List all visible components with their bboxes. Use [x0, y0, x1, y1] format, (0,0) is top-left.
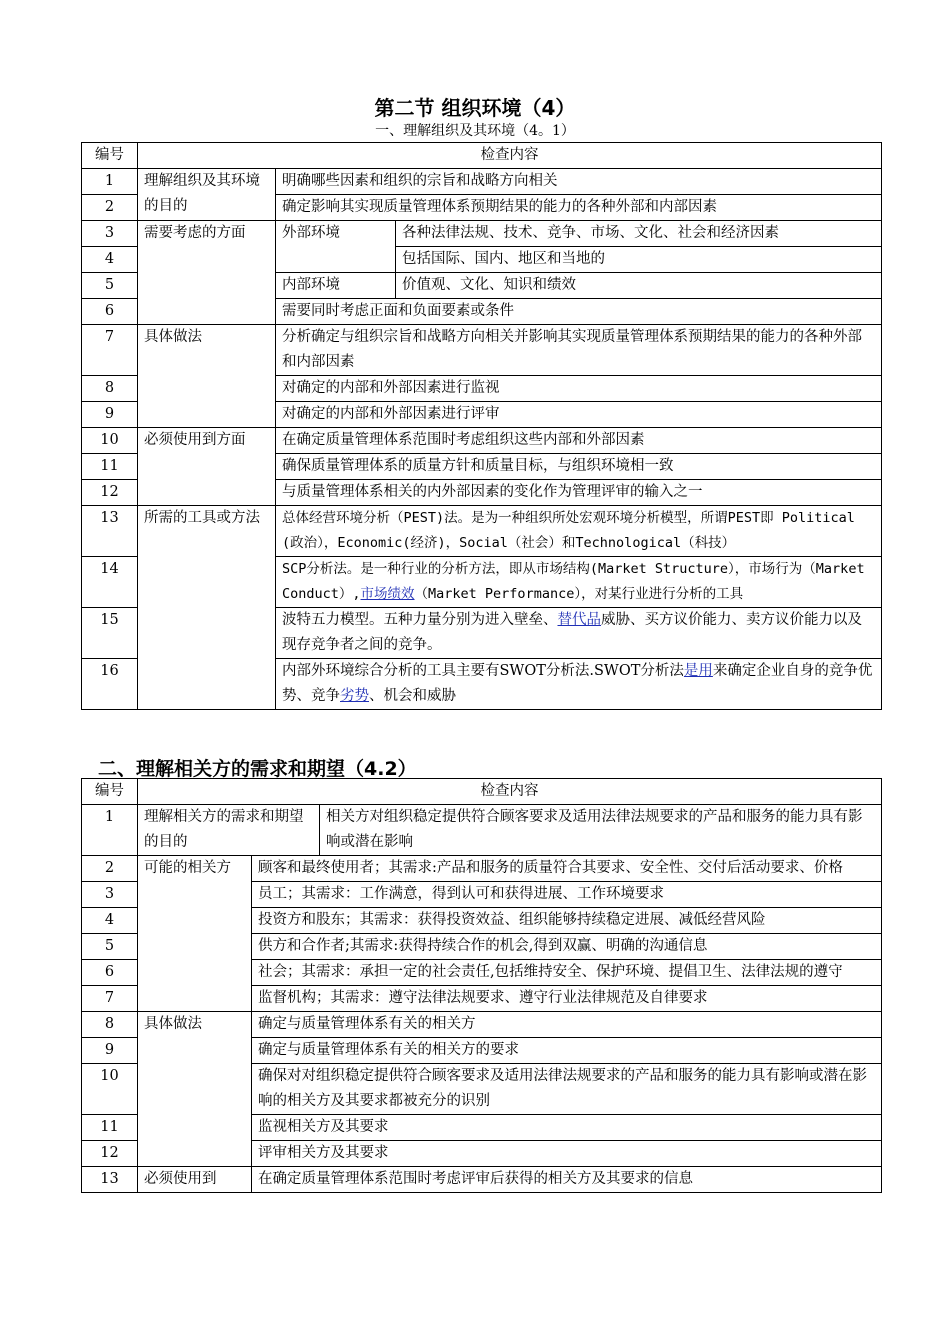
- row-num: 5: [82, 934, 138, 960]
- page-title: 第二节 组织环境（4）: [374, 96, 576, 120]
- row-content: 在确定质量管理体系范围时考虑评审后获得的相关方及其要求的信息: [252, 1167, 882, 1193]
- weakness-link[interactable]: 劣势: [340, 688, 369, 704]
- row-category: 具体做法: [138, 1012, 252, 1167]
- row-num: 5: [82, 273, 138, 299]
- row-num: 6: [82, 960, 138, 986]
- col-header-num: 编号: [82, 143, 138, 169]
- row-num: 13: [82, 506, 138, 557]
- table-row: [82, 1167, 882, 1193]
- row-subcategory: 外部环境: [276, 221, 396, 273]
- row-num: 3: [82, 882, 138, 908]
- row-content: 总体经营环境分析（PEST)法。是为一种组织所处宏观环境分析模型，所谓PEST即 Political(政治），Economic(经济)，Social（社会）和Technological（科技）: [276, 506, 882, 557]
- row-num: 11: [82, 1115, 138, 1141]
- row-content: 社会；其需求：承担一定的社会责任,包括维持安全、保护环境、提倡卫生、法律法规的遵守: [252, 960, 882, 986]
- row-content: 对确定的内部和外部因素进行评审: [276, 402, 882, 428]
- row-num: 9: [82, 1038, 138, 1064]
- row-category: 具体做法: [138, 325, 276, 428]
- row-category: 可能的相关方: [138, 856, 252, 1012]
- table-row: [82, 506, 882, 557]
- row-num: 7: [82, 986, 138, 1012]
- row-num: 13: [82, 1167, 138, 1193]
- row-num: 8: [82, 1012, 138, 1038]
- row-num: 9: [82, 402, 138, 428]
- row-content: 价值观、文化、知识和绩效: [396, 273, 882, 299]
- table-row: [82, 428, 882, 454]
- row-content: 需要同时考虑正面和负面要素或条件: [276, 299, 882, 325]
- section2-table: [81, 778, 882, 1193]
- row-content: 确保质量管理体系的质量方针和质量目标，与组织环境相一致: [276, 454, 882, 480]
- section1-table: [81, 142, 882, 710]
- row-category: 所需的工具或方法: [138, 506, 276, 710]
- content-text: 波特五力模型。五种力量分别为进入壁垒、: [282, 612, 558, 628]
- col-header-content: 检查内容: [138, 779, 882, 805]
- row-num: 11: [82, 454, 138, 480]
- content-text: 威胁、买方议价能力、卖方议价能力以及现存竞争者之间的竞争。: [282, 612, 862, 653]
- row-num: 14: [82, 557, 138, 608]
- row-num: 16: [82, 659, 138, 710]
- row-num: 12: [82, 480, 138, 506]
- table-header-row: [82, 779, 882, 805]
- col-header-content: 检查内容: [138, 143, 882, 169]
- row-num: 2: [82, 856, 138, 882]
- row-content: 监视相关方及其要求: [252, 1115, 882, 1141]
- content-text: 、机会和威胁: [369, 688, 456, 704]
- row-content: 投资方和股东；其需求：获得投资效益、组织能够持续稳定进展、减低经营风险: [252, 908, 882, 934]
- row-num: 4: [82, 908, 138, 934]
- row-content: 供方和合作者;其需求:获得持续合作的机会,得到双赢、明确的沟通信息: [252, 934, 882, 960]
- row-content: 与质量管理体系相关的内外部因素的变化作为管理评审的输入之一: [276, 480, 882, 506]
- table-row: [82, 221, 882, 247]
- table-header-row: [82, 143, 882, 169]
- row-category: 理解相关方的需求和期望的目的: [138, 805, 320, 856]
- row-num: 1: [82, 169, 138, 195]
- row-content: 确定与质量管理体系有关的相关方的要求: [252, 1038, 882, 1064]
- section1-subtitle: 一、理解组织及其环境（4。1）: [375, 123, 575, 139]
- row-subcategory: 内部环境: [276, 273, 396, 299]
- row-category: 理解组织及其环境的目的: [138, 169, 276, 221]
- content-text: 来确定企业自身的竞争优势、竞争: [282, 663, 873, 704]
- row-content: 对确定的内部和外部因素进行监视: [276, 376, 882, 402]
- content-text: 内部外环境综合分析的工具主要有SWOT分析法.SWOT分析法: [282, 663, 684, 679]
- section2-heading: 二、理解相关方的需求和期望（4.2）: [98, 758, 417, 780]
- row-content: 在确定质量管理体系范围时考虑组织这些内部和外部因素: [276, 428, 882, 454]
- row-num: 2: [82, 195, 138, 221]
- row-category: 需要考虑的方面: [138, 221, 276, 325]
- row-content: 确定影响其实现质量管理体系预期结果的能力的各种外部和内部因素: [276, 195, 882, 221]
- row-num: 10: [82, 1064, 138, 1115]
- row-content: 监督机构；其需求：遵守法律法规要求、遵守行业法律规范及自律要求: [252, 986, 882, 1012]
- row-content: 员工；其需求：工作满意，得到认可和获得进展、工作环境要求: [252, 882, 882, 908]
- row-content: [276, 557, 882, 608]
- row-num: 4: [82, 247, 138, 273]
- table-row: [82, 1012, 882, 1038]
- table-row: [82, 169, 882, 195]
- row-content: 顾客和最终使用者；其需求:产品和服务的质量符合其要求、安全性、交付后活动要求、价格: [252, 856, 882, 882]
- row-content: 确定与质量管理体系有关的相关方: [252, 1012, 882, 1038]
- row-num: 15: [82, 608, 138, 659]
- row-content: 明确哪些因素和组织的宗旨和战略方向相关: [276, 169, 882, 195]
- row-content: 评审相关方及其要求: [252, 1141, 882, 1167]
- row-content: [276, 608, 882, 659]
- row-num: 8: [82, 376, 138, 402]
- table-row: [82, 805, 882, 856]
- row-num: 1: [82, 805, 138, 856]
- row-content: 各种法律法规、技术、竞争、市场、文化、社会和经济因素: [396, 221, 882, 247]
- table-row: [82, 325, 882, 376]
- substitutes-link[interactable]: 替代品: [557, 612, 601, 628]
- row-category: 必须使用到方面: [138, 428, 276, 506]
- content-text: （Market Performance），对某行业进行分析的工具: [414, 586, 744, 602]
- row-num: 7: [82, 325, 138, 376]
- row-content: 相关方对组织稳定提供符合顾客要求及适用法律法规要求的产品和服务的能力具有影响或潜在影响: [320, 805, 882, 856]
- col-header-num: 编号: [82, 779, 138, 805]
- table-row: [82, 856, 882, 882]
- row-content: 包括国际、国内、地区和当地的: [396, 247, 882, 273]
- content-text: SCP分析法。是一种行业的分析方法，即从市场结构(Market Structure），市场行为（Market Conduct）,: [282, 561, 865, 602]
- row-category: 必须使用到: [138, 1167, 252, 1193]
- is-used-link[interactable]: 是用: [683, 663, 713, 679]
- row-content: [276, 659, 882, 710]
- row-content: 确保对对组织稳定提供符合顾客要求及适用法律法规要求的产品和服务的能力具有影响或潜在影响的相关方及其要求都被充分的识别: [252, 1064, 882, 1115]
- market-performance-link[interactable]: 市场绩效: [360, 586, 415, 602]
- row-num: 3: [82, 221, 138, 247]
- row-num: 12: [82, 1141, 138, 1167]
- row-num: 6: [82, 299, 138, 325]
- row-num: 10: [82, 428, 138, 454]
- row-content: 分析确定与组织宗旨和战略方向相关并影响其实现质量管理体系预期结果的能力的各种外部和内部因素: [276, 325, 882, 376]
